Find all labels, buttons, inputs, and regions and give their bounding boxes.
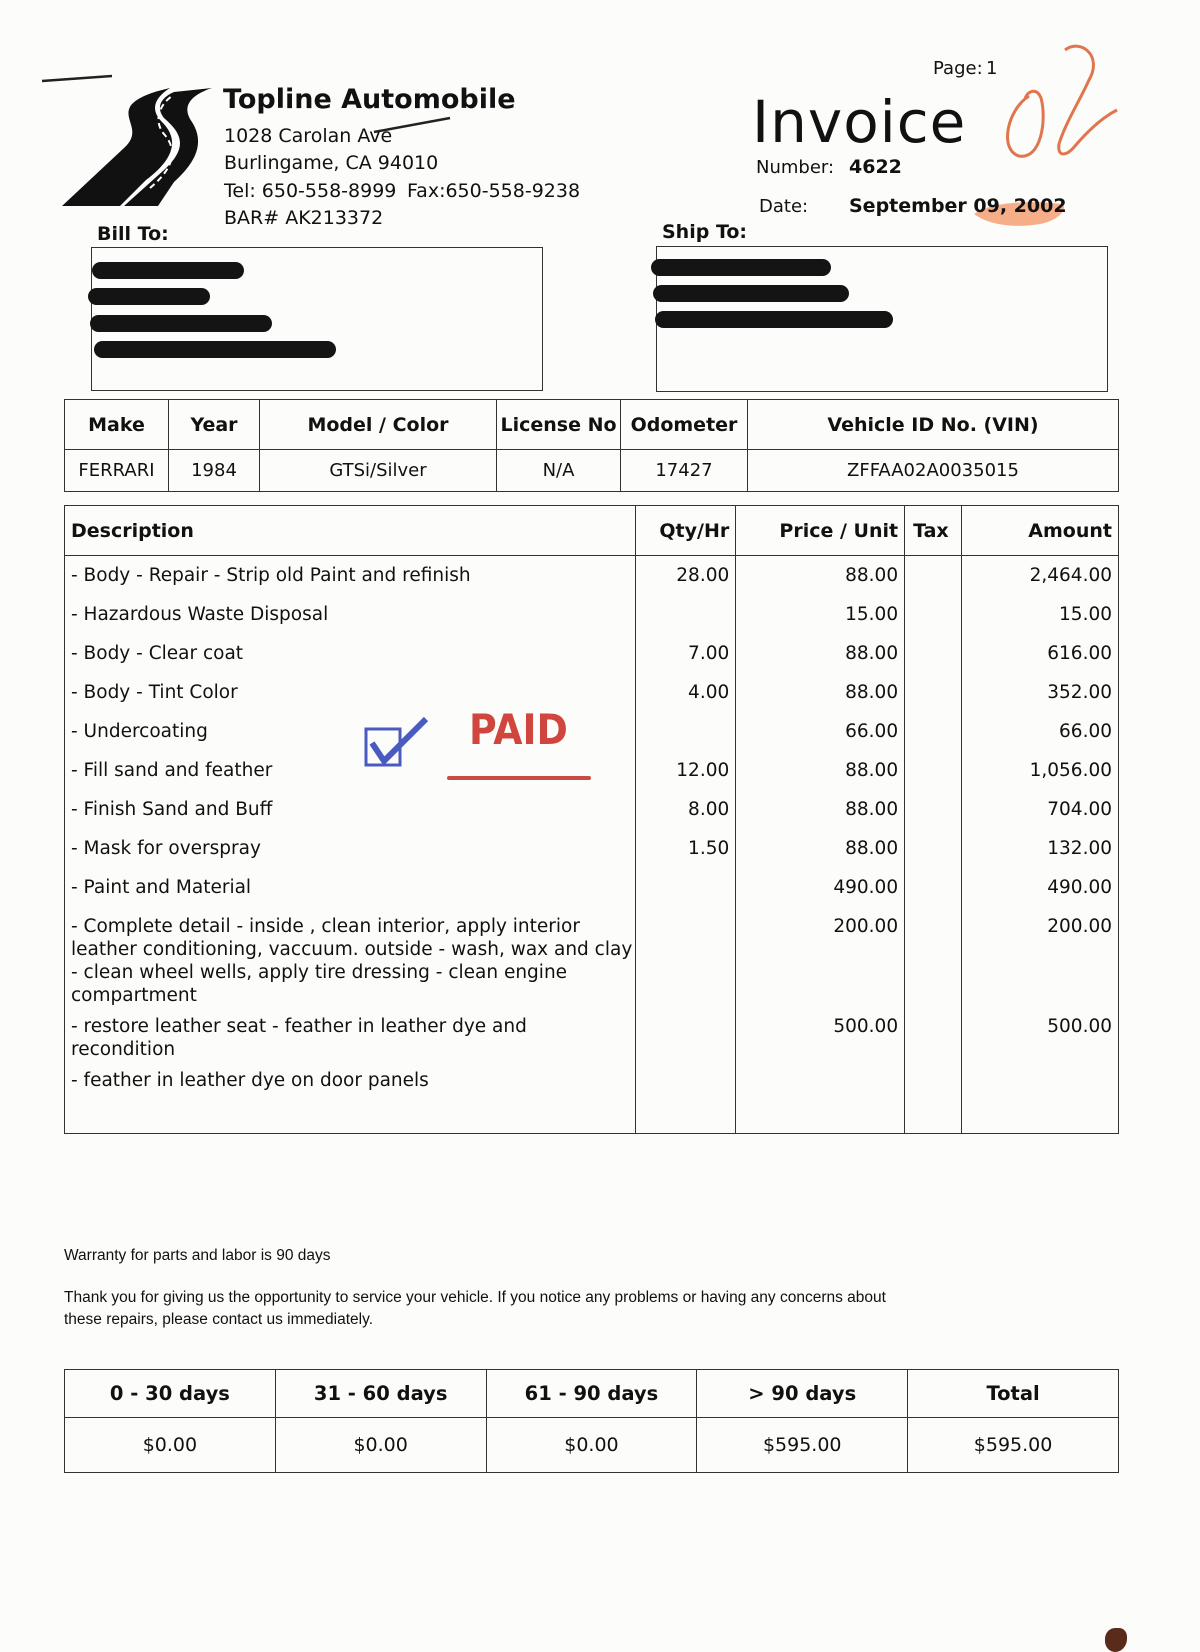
item-price: 88.00: [736, 673, 905, 712]
aging-total-value: $595.00: [908, 1418, 1119, 1473]
item-tax: [905, 829, 962, 868]
ink-blot: [1105, 1628, 1127, 1652]
vehicle-year: 1984: [169, 450, 260, 492]
aging-31-60: 31 - 60 days: [275, 1370, 486, 1418]
col-make: Make: [65, 400, 169, 450]
col-price: Price / Unit: [736, 506, 905, 556]
checkbox-stamp-icon: [364, 713, 432, 771]
aging-61-90: 61 - 90 days: [486, 1370, 697, 1418]
item-amount: 66.00: [962, 712, 1119, 751]
aging-values-row: [65, 1418, 1119, 1473]
item-qty: 8.00: [636, 790, 736, 829]
item-qty: 7.00: [636, 634, 736, 673]
col-license: License No: [497, 400, 621, 450]
item-amount: [962, 1061, 1119, 1134]
ship-to-label: Ship To:: [662, 221, 748, 243]
paid-stamp: PAID: [469, 705, 568, 754]
line-item-row: [65, 868, 1119, 907]
col-qty: Qty/Hr: [636, 506, 736, 556]
item-qty: [636, 1061, 736, 1134]
col-vin: Vehicle ID No. (VIN): [748, 400, 1119, 450]
item-description: - Hazardous Waste Disposal: [65, 595, 636, 634]
item-tax: [905, 673, 962, 712]
item-price: 15.00: [736, 595, 905, 634]
paid-underline: [447, 776, 591, 780]
item-price: 200.00: [736, 907, 905, 1007]
vehicle-odometer: 17427: [621, 450, 748, 492]
item-qty: [636, 595, 736, 634]
aging-total: Total: [908, 1370, 1119, 1418]
item-amount: 704.00: [962, 790, 1119, 829]
page-label: Page:: [933, 58, 983, 79]
item-description: - Body - Tint Color: [65, 673, 636, 712]
col-model-color: Model / Color: [260, 400, 497, 450]
item-tax: [905, 556, 962, 595]
line-item-row: [65, 556, 1119, 595]
line-item-row: [65, 634, 1119, 673]
item-qty: 1.50: [636, 829, 736, 868]
item-description: - Undercoating: [65, 712, 636, 751]
line-item-row: [65, 712, 1119, 751]
line-item-row: [65, 790, 1119, 829]
item-amount: 15.00: [962, 595, 1119, 634]
col-year: Year: [169, 400, 260, 450]
invoice-number: 4622: [849, 156, 902, 178]
col-description: Description: [65, 506, 636, 556]
item-tax: [905, 1061, 962, 1134]
aging-0-30-value: $0.00: [65, 1418, 276, 1473]
line-item-row: [65, 1061, 1119, 1134]
aging-0-30: 0 - 30 days: [65, 1370, 276, 1418]
item-price: 88.00: [736, 556, 905, 595]
line-item-row: [65, 751, 1119, 790]
line-item-row: [65, 907, 1119, 1007]
vehicle-header-row: [65, 400, 1119, 450]
invoice-title: Invoice: [752, 88, 967, 156]
item-amount: 352.00: [962, 673, 1119, 712]
item-tax: [905, 595, 962, 634]
vehicle-model-color: GTSi/Silver: [260, 450, 497, 492]
item-qty: 4.00: [636, 673, 736, 712]
item-amount: 616.00: [962, 634, 1119, 673]
line-item-row: [65, 1007, 1119, 1061]
aging-table: [64, 1369, 1119, 1473]
col-amount: Amount: [962, 506, 1119, 556]
item-qty: [636, 907, 736, 1007]
pen-mark-icon: [40, 72, 115, 84]
company-tel: Tel: 650-558-8999: [224, 180, 397, 202]
handwritten-number-icon: [985, 40, 1125, 170]
bill-to-label: Bill To:: [97, 223, 169, 245]
line-item-row: [65, 673, 1119, 712]
item-description: - Finish Sand and Buff: [65, 790, 636, 829]
aging-over-90: > 90 days: [697, 1370, 908, 1418]
items-header-row: [65, 506, 1119, 556]
item-amount: 200.00: [962, 907, 1119, 1007]
redaction-bar: [94, 341, 336, 358]
item-price: 490.00: [736, 868, 905, 907]
company-name: Topline Automobile: [223, 84, 516, 115]
company-address-2: Burlingame, CA 94010: [224, 152, 439, 174]
item-description: - Body - Clear coat: [65, 634, 636, 673]
redaction-bar: [92, 262, 244, 279]
item-tax: [905, 1007, 962, 1061]
item-price: [736, 1061, 905, 1134]
item-qty: [636, 1007, 736, 1061]
item-qty: 28.00: [636, 556, 736, 595]
item-price: 66.00: [736, 712, 905, 751]
redaction-bar: [90, 315, 272, 332]
thanks-note-line1: Thank you for giving us the opportunity to service your vehicle. If you notice any problems or having any concerns about: [64, 1289, 886, 1306]
aging-over-90-value: $595.00: [697, 1418, 908, 1473]
page-number: 1: [986, 58, 998, 79]
ship-to-address-box: [656, 246, 1108, 392]
item-price: 88.00: [736, 751, 905, 790]
vehicle-table: [64, 399, 1119, 492]
vehicle-make: FERRARI: [65, 450, 169, 492]
invoice-date: September 09, 2002: [849, 195, 1067, 217]
item-price: 500.00: [736, 1007, 905, 1061]
date-label: Date:: [759, 196, 809, 217]
item-amount: 132.00: [962, 829, 1119, 868]
line-item-row: [65, 829, 1119, 868]
redaction-bar: [88, 288, 210, 305]
bill-to-address-box: [91, 247, 543, 391]
item-price: 88.00: [736, 790, 905, 829]
item-price: 88.00: [736, 634, 905, 673]
item-description: - restore leather seat - feather in leather dye and recondition: [65, 1007, 636, 1061]
item-amount: 490.00: [962, 868, 1119, 907]
item-description: - Complete detail - inside , clean interior, apply interior leather conditioning, vaccuum. outside - wash, wax and clay - clean wheel wells, apply tire dressing - clean engine compartment: [65, 907, 636, 1007]
item-amount: 2,464.00: [962, 556, 1119, 595]
item-qty: [636, 868, 736, 907]
item-tax: [905, 712, 962, 751]
vehicle-license: N/A: [497, 450, 621, 492]
company-address-1: 1028 Carolan Ave: [224, 125, 393, 147]
warranty-note: Warranty for parts and labor is 90 days: [64, 1247, 331, 1264]
vehicle-row: [65, 450, 1119, 492]
col-tax: Tax: [905, 506, 962, 556]
line-items-table: [64, 505, 1119, 1134]
aging-31-60-value: $0.00: [275, 1418, 486, 1473]
number-label: Number:: [756, 157, 835, 178]
col-odometer: Odometer: [621, 400, 748, 450]
item-amount: 1,056.00: [962, 751, 1119, 790]
redaction-bar: [651, 259, 831, 276]
redaction-bar: [655, 311, 893, 328]
item-tax: [905, 751, 962, 790]
item-amount: 500.00: [962, 1007, 1119, 1061]
road-logo-icon: [62, 88, 212, 206]
company-fax: Fax:650-558-9238: [407, 180, 581, 202]
item-description: - Body - Repair - Strip old Paint and refinish: [65, 556, 636, 595]
redaction-bar: [653, 285, 849, 302]
item-price: 88.00: [736, 829, 905, 868]
thanks-note-line2: these repairs, please contact us immediately.: [64, 1311, 374, 1328]
vehicle-vin: ZFFAA02A0035015: [748, 450, 1119, 492]
company-bar: BAR# AK213372: [224, 207, 384, 229]
item-description: - Mask for overspray: [65, 829, 636, 868]
aging-61-90-value: $0.00: [486, 1418, 697, 1473]
item-tax: [905, 868, 962, 907]
item-description: - Fill sand and feather: [65, 751, 636, 790]
item-tax: [905, 634, 962, 673]
item-tax: [905, 907, 962, 1007]
item-qty: 12.00: [636, 751, 736, 790]
item-qty: [636, 712, 736, 751]
item-description: - Paint and Material: [65, 868, 636, 907]
item-tax: [905, 790, 962, 829]
item-description: - feather in leather dye on door panels: [65, 1061, 636, 1134]
line-item-row: [65, 595, 1119, 634]
aging-header-row: [65, 1370, 1119, 1418]
